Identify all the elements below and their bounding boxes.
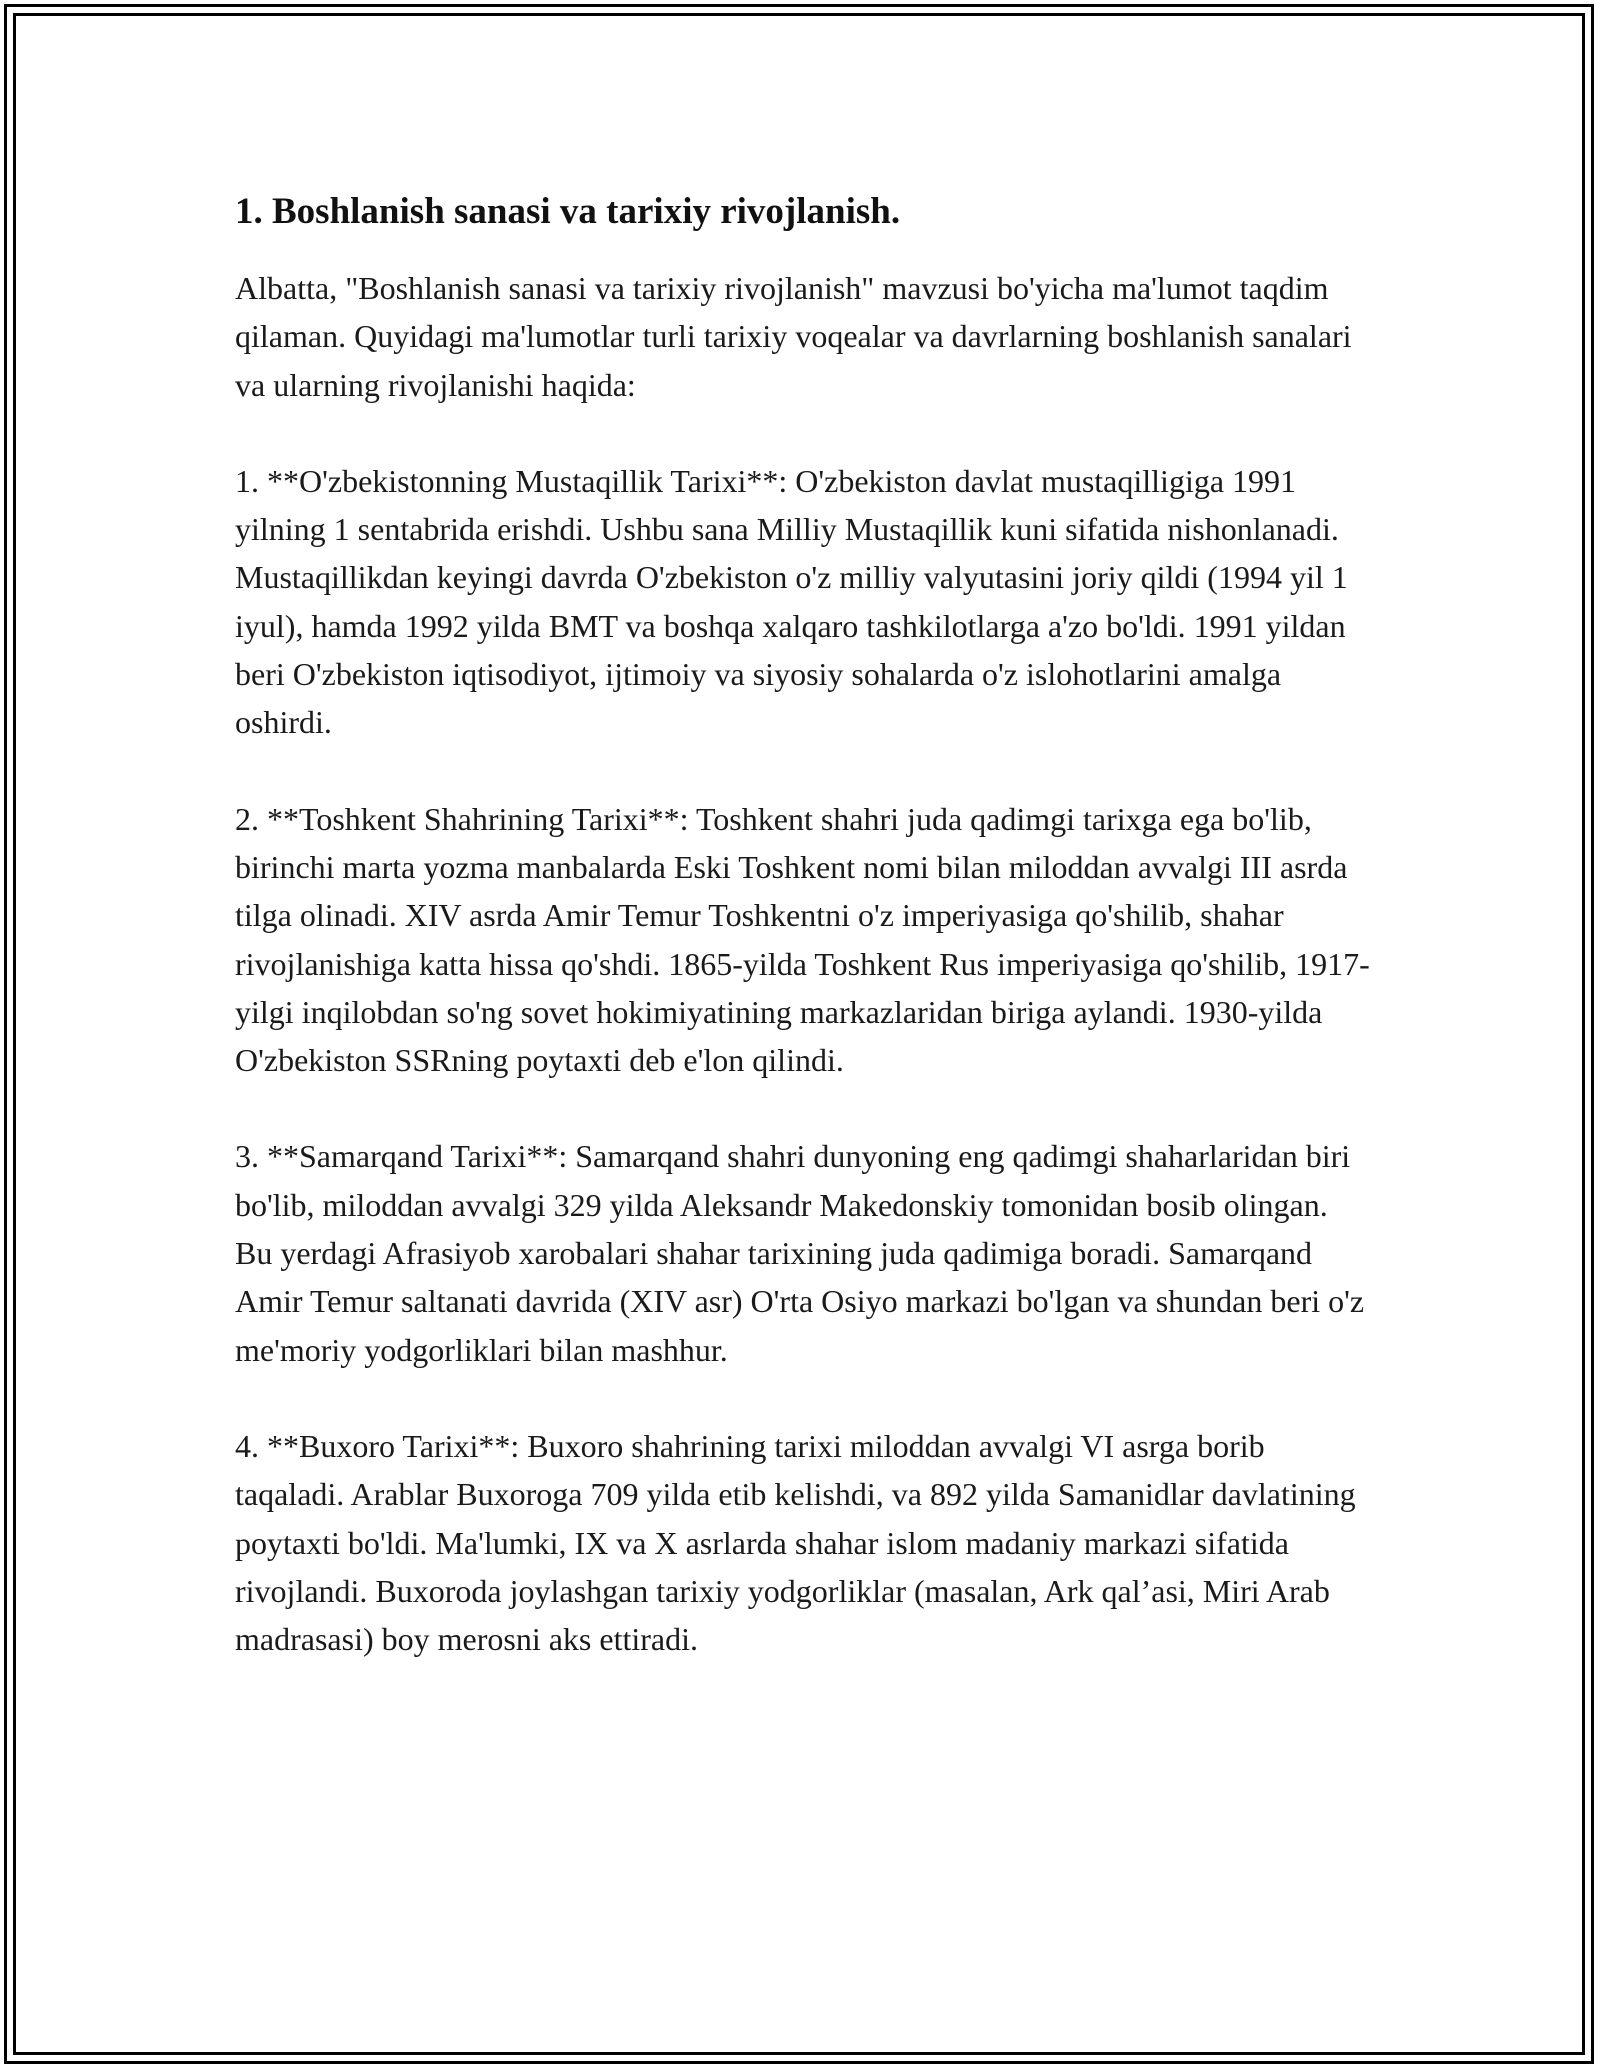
intro-paragraph: Albatta, "Boshlanish sanasi va tarixiy rivojlanish" mavzusi bo'yicha ma'lumot taqdim qilaman. Quyidagi ma'lumotlar turli tarixiy voqealar va davrlarning boshlanish sanalari va ularning rivojlanishi haqida:: [235, 270, 1352, 403]
paragraph-uzbekistan-independence: 1. **O'zbekistonning Mustaqillik Tarixi**: O'zbekiston davlat mustaqilligiga 1991 yilning 1 sentabrida erishdi. Ushbu sana Milliy Mustaqillik kuni sifatida nishonlanadi. Mustaqillikdan keyingi davrda O'zbekiston o'z milliy valyutasini joriy qildi (1994 yil 1 iyul), hamda 1992 yilda BMT va boshqa xalqaro tashkilotlarga a'zo bo'ldi. 1991 yildan beri O'zbekiston iqtisodiyot, ijtimoiy va siyosiy sohalarda o'z islohotlarini amalga oshirdi.: [235, 462, 1348, 741]
paragraph-bukhara-history: 4. **Buxoro Tarixi**: Buxoro shahrining tarixi miloddan avvalgi VI asrga borib taqaladi. Arablar Buxoroga 709 yilda etib kelishdi, va 892 yilda Samanidlar davlatining poytaxti bo'ldi. Ma'lumki, IX va X asrlarda shahar islom madaniy markazi sifatida rivojlandi. Buxoroda joylashgan tarixiy yodgorliklar (masalan, Ark qal’asi, Miri Arab madrasasi) boy merosni aks ettiradi.: [235, 1427, 1356, 1658]
paragraph-samarkand-history: 3. **Samarqand Tarixi**: Samarqand shahri dunyoning eng qadimgi shaharlaridan biri bo'lib, miloddan avvalgi 329 yilda Aleksandr Makedonskiy tomonidan bosib olingan. Bu yerdagi Afrasiyob xarobalari shahar tarixining juda qadimiga boradi. Samarqand Amir Temur saltanati davrida (XIV asr) O'rta Osiyo markazi bo'lgan va shundan beri o'z me'moriy yodgorliklari bilan mashhur.: [235, 1138, 1365, 1368]
document-body: [235, 188, 1370, 1711]
paragraph-tashkent-history: 2. **Toshkent Shahrining Tarixi**: Toshkent shahri juda qadimgi tarixga ega bo'lib, birinchi marta yozma manbalarda Eski Toshkent nomi bilan miloddan avvalgi III asrda tilga olinadi. XIV asrda Amir Temur Toshkentni o'z imperiyasiga qo'shilib, shahar rivojlanishiga katta hissa qo'shdi. 1865-yilda Toshkent Rus imperiyasiga qo'shilib, 1917-yilgi inqilobdan so'ng sovet hokimiyatining markazlaridan biriga aylandi. 1930-yilda O'zbekiston SSRning poytaxti deb e'lon qilindi.: [235, 800, 1370, 1079]
document-heading: 1. Boshlanish sanasi va tarixiy rivojlanish.: [235, 191, 901, 232]
